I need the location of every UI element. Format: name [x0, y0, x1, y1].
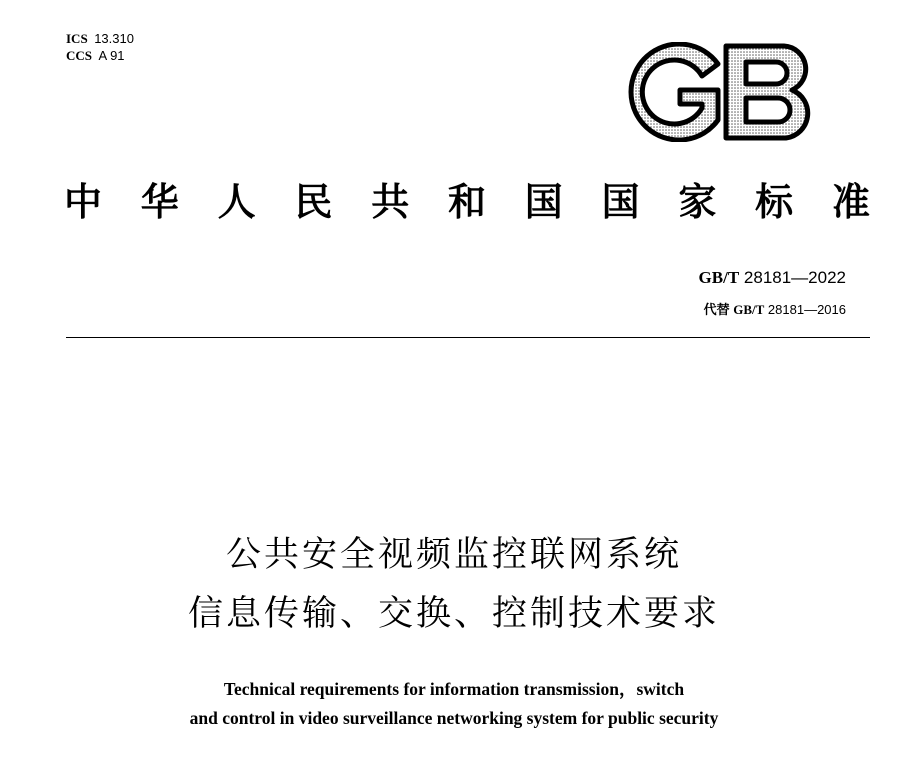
heading-char: 国	[601, 180, 640, 224]
title-cn-line1: 公共安全视频监控联网系统	[225, 535, 682, 575]
replaces-prefix: GB/T	[733, 302, 765, 317]
ics-value: 13.310	[94, 31, 134, 46]
heading-char: 家	[678, 180, 717, 224]
standard-number-value: 28181—2022	[743, 268, 846, 287]
heading-char: 华	[140, 180, 179, 224]
ics-code	[66, 30, 134, 47]
ics-label: ICS	[66, 31, 88, 46]
replaces-number: 28181—2016	[767, 302, 846, 317]
ccs-code	[66, 47, 134, 64]
title-cn-line2: 信息传输、交换、控制技术要求	[187, 594, 720, 634]
horizontal-divider	[66, 337, 870, 338]
heading-char: 共	[371, 180, 410, 224]
heading-char: 和	[447, 180, 486, 224]
heading-char: 国	[524, 180, 563, 224]
heading-char: 标	[755, 180, 794, 224]
replaces-label: 代替	[703, 303, 730, 318]
standard-number	[699, 268, 846, 288]
standard-prefix: GB/T	[698, 268, 740, 287]
gb-logo	[626, 42, 818, 142]
title-en-line1: Technical requirements for information transmission，switch	[223, 679, 685, 699]
ccs-label: CCS	[66, 48, 93, 63]
classification-codes	[66, 30, 134, 64]
heading-char: 民	[294, 180, 333, 224]
logo-text: GB	[626, 42, 628, 43]
national-standard-heading	[64, 176, 870, 228]
ccs-value: A 91	[98, 48, 125, 63]
replaces-standard	[704, 299, 846, 318]
heading-char: 准	[831, 180, 870, 224]
title-en-line2: and control in video surveillance networking system for public security	[189, 708, 719, 728]
heading-char: 人	[217, 180, 256, 224]
heading-char: 中	[64, 180, 103, 224]
